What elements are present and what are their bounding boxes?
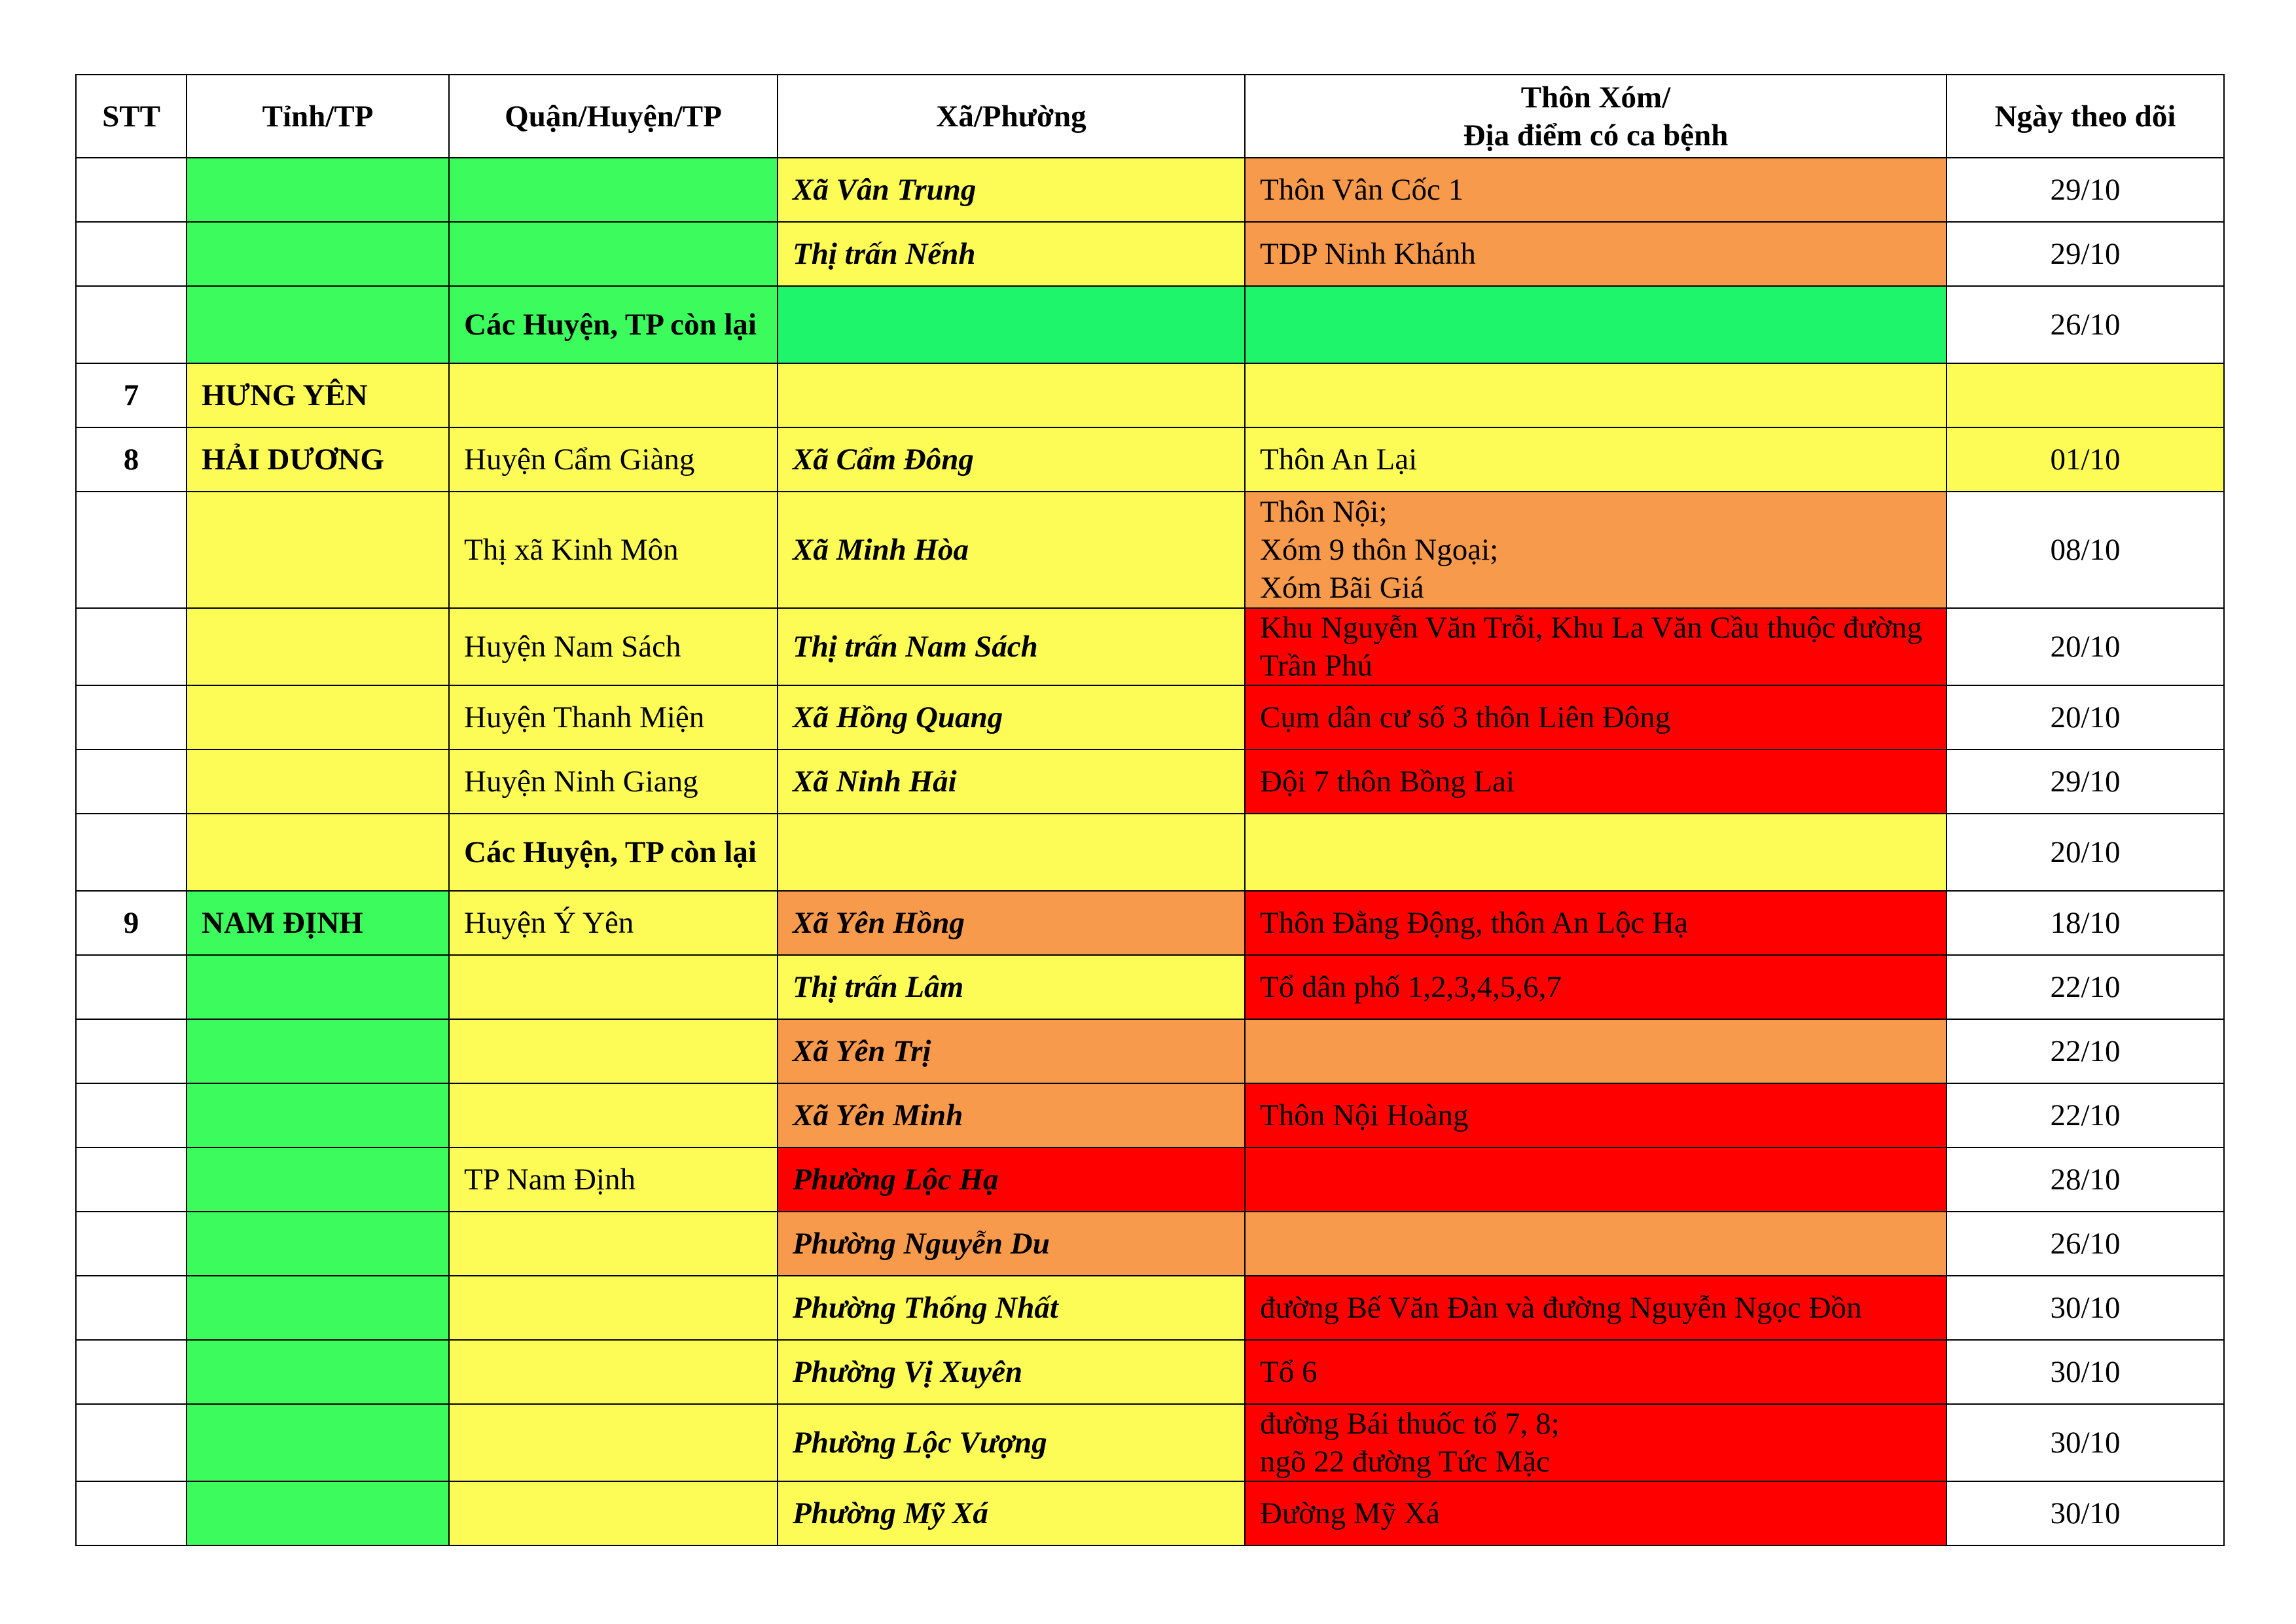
- cell-province: [187, 814, 449, 891]
- cell-location: Tổ dân phố 1,2,3,4,5,6,7: [1245, 955, 1946, 1019]
- table-row: [76, 363, 2224, 427]
- cell-location: Thôn Nội; Xóm 9 thôn Ngoại; Xóm Bãi Giá: [1245, 492, 1946, 608]
- cell-district: Huyện Nam Sách: [449, 608, 778, 685]
- cell-province: [187, 1276, 449, 1340]
- table-row: [76, 222, 2224, 286]
- cell-ward: [778, 363, 1245, 427]
- table-row: [76, 608, 2224, 685]
- cell-stt: 7: [76, 363, 187, 427]
- cell-province: [187, 222, 449, 286]
- cell-stt: [76, 286, 187, 363]
- cell-district: Huyện Cẩm Giàng: [449, 427, 778, 492]
- cell-location: TDP Ninh Khánh: [1245, 222, 1946, 286]
- cell-ward: Thị trấn Nếnh: [778, 222, 1245, 286]
- cell-district: [449, 1481, 778, 1545]
- cell-stt: [76, 1212, 187, 1276]
- cell-district: [449, 955, 778, 1019]
- cell-district: Các Huyện, TP còn lại: [449, 814, 778, 891]
- cell-district: Huyện Thanh Miện: [449, 685, 778, 749]
- cell-location: Đội 7 thôn Bồng Lai: [1245, 749, 1946, 814]
- cell-province: [187, 492, 449, 608]
- cell-date: 22/10: [1946, 1019, 2224, 1083]
- cell-district: Các Huyện, TP còn lại: [449, 286, 778, 363]
- cell-date: 30/10: [1946, 1276, 2224, 1340]
- cell-date: 28/10: [1946, 1147, 2224, 1212]
- cell-district: Huyện Ninh Giang: [449, 749, 778, 814]
- table-row: [76, 492, 2224, 608]
- cell-stt: [76, 814, 187, 891]
- cell-ward: Xã Cẩm Đông: [778, 427, 1245, 492]
- cell-stt: [76, 158, 187, 222]
- cell-date: 30/10: [1946, 1481, 2224, 1545]
- cell-district: [449, 1083, 778, 1147]
- cell-stt: [76, 1147, 187, 1212]
- cell-district: [449, 1276, 778, 1340]
- cell-province: [187, 749, 449, 814]
- table-row: [76, 158, 2224, 222]
- cell-ward: Xã Yên Trị: [778, 1019, 1245, 1083]
- cell-stt: 9: [76, 891, 187, 955]
- cell-ward: Phường Vị Xuyên: [778, 1340, 1245, 1404]
- cell-district: [449, 1019, 778, 1083]
- header-district: Quận/Huyện/TP: [449, 75, 778, 158]
- table-row: [76, 286, 2224, 363]
- header-date: Ngày theo dõi: [1946, 75, 2224, 158]
- header-province: Tỉnh/TP: [187, 75, 449, 158]
- cell-province: HẢI DƯƠNG: [187, 427, 449, 492]
- cell-stt: [76, 1340, 187, 1404]
- table-row: [76, 1019, 2224, 1083]
- cell-location: [1245, 1019, 1946, 1083]
- table-row: [76, 814, 2224, 891]
- cell-district: [449, 1212, 778, 1276]
- cell-district: [449, 1340, 778, 1404]
- table-row: [76, 1276, 2224, 1340]
- cell-district: [449, 222, 778, 286]
- cell-province: [187, 1083, 449, 1147]
- table-row: [76, 1147, 2224, 1212]
- cell-date: 20/10: [1946, 685, 2224, 749]
- cell-stt: [76, 749, 187, 814]
- header-stt: STT: [76, 75, 187, 158]
- header-ward: Xã/Phường: [778, 75, 1245, 158]
- cell-location: Tổ 6: [1245, 1340, 1946, 1404]
- cell-location: đường Bái thuốc tổ 7, 8; ngõ 22 đường Tức Mặc: [1245, 1404, 1946, 1481]
- cell-province: [187, 1404, 449, 1481]
- cell-ward: Xã Minh Hòa: [778, 492, 1245, 608]
- cell-location: Đường Mỹ Xá: [1245, 1481, 1946, 1545]
- cell-province: [187, 1212, 449, 1276]
- cell-stt: [76, 1083, 187, 1147]
- cell-district: TP Nam Định: [449, 1147, 778, 1212]
- cell-province: NAM ĐỊNH: [187, 891, 449, 955]
- cell-ward: Phường Nguyễn Du: [778, 1212, 1245, 1276]
- cell-location: Thôn An Lại: [1245, 427, 1946, 492]
- table-row: [76, 1340, 2224, 1404]
- cell-stt: [76, 1481, 187, 1545]
- cell-district: [449, 158, 778, 222]
- header-location: Thôn Xóm/ Địa điểm có ca bệnh: [1245, 75, 1946, 158]
- cell-date: 30/10: [1946, 1404, 2224, 1481]
- cell-ward: Phường Mỹ Xá: [778, 1481, 1245, 1545]
- cell-date: 22/10: [1946, 955, 2224, 1019]
- table-row: [76, 749, 2224, 814]
- cell-province: [187, 1147, 449, 1212]
- cell-ward: Thị trấn Nam Sách: [778, 608, 1245, 685]
- cell-province: [187, 1340, 449, 1404]
- cell-stt: [76, 222, 187, 286]
- header-row: [76, 75, 2224, 158]
- outbreak-table: [75, 74, 2225, 1546]
- cell-province: [187, 286, 449, 363]
- cell-stt: [76, 608, 187, 685]
- cell-ward: Xã Yên Minh: [778, 1083, 1245, 1147]
- table-row: [76, 427, 2224, 492]
- cell-ward: Phường Lộc Vượng: [778, 1404, 1245, 1481]
- cell-stt: [76, 1276, 187, 1340]
- cell-location: Thôn Vân Cốc 1: [1245, 158, 1946, 222]
- cell-province: [187, 608, 449, 685]
- cell-date: 30/10: [1946, 1340, 2224, 1404]
- cell-ward: Xã Hồng Quang: [778, 685, 1245, 749]
- cell-ward: Phường Thống Nhất: [778, 1276, 1245, 1340]
- cell-ward: Phường Lộc Hạ: [778, 1147, 1245, 1212]
- cell-date: 01/10: [1946, 427, 2224, 492]
- cell-stt: [76, 1404, 187, 1481]
- cell-province: [187, 158, 449, 222]
- cell-province: [187, 1019, 449, 1083]
- cell-stt: 8: [76, 427, 187, 492]
- cell-location: [1245, 1147, 1946, 1212]
- cell-district: [449, 1404, 778, 1481]
- table-row: [76, 685, 2224, 749]
- cell-stt: [76, 1019, 187, 1083]
- cell-stt: [76, 955, 187, 1019]
- cell-location: Khu Nguyễn Văn Trỗi, Khu La Văn Cầu thuộc đường Trần Phú: [1245, 608, 1946, 685]
- cell-location: Thôn Nội Hoàng: [1245, 1083, 1946, 1147]
- cell-district: Thị xã Kinh Môn: [449, 492, 778, 608]
- cell-province: [187, 955, 449, 1019]
- cell-ward: Xã Vân Trung: [778, 158, 1245, 222]
- table-row: [76, 955, 2224, 1019]
- table-row: [76, 1083, 2224, 1147]
- cell-location: đường Bế Văn Đàn và đường Nguyễn Ngọc Đồn: [1245, 1276, 1946, 1340]
- cell-ward: Thị trấn Lâm: [778, 955, 1245, 1019]
- cell-date: 22/10: [1946, 1083, 2224, 1147]
- cell-date: [1946, 363, 2224, 427]
- cell-province: HƯNG YÊN: [187, 363, 449, 427]
- cell-province: [187, 685, 449, 749]
- table-row: [76, 1404, 2224, 1481]
- cell-stt: [76, 492, 187, 608]
- cell-district: [449, 363, 778, 427]
- cell-location: [1245, 1212, 1946, 1276]
- cell-ward: Xã Ninh Hải: [778, 749, 1245, 814]
- cell-date: 26/10: [1946, 286, 2224, 363]
- cell-district: Huyện Ý Yên: [449, 891, 778, 955]
- cell-date: 20/10: [1946, 814, 2224, 891]
- cell-location: Thôn Đằng Động, thôn An Lộc Hạ: [1245, 891, 1946, 955]
- cell-location: [1245, 286, 1946, 363]
- table-row: [76, 891, 2224, 955]
- cell-date: 29/10: [1946, 222, 2224, 286]
- cell-date: 26/10: [1946, 1212, 2224, 1276]
- cell-date: 29/10: [1946, 158, 2224, 222]
- cell-date: 29/10: [1946, 749, 2224, 814]
- cell-date: 18/10: [1946, 891, 2224, 955]
- cell-date: 08/10: [1946, 492, 2224, 608]
- cell-date: 20/10: [1946, 608, 2224, 685]
- cell-ward: [778, 814, 1245, 891]
- table-row: [76, 1212, 2224, 1276]
- cell-location: [1245, 814, 1946, 891]
- cell-ward: Xã Yên Hồng: [778, 891, 1245, 955]
- cell-stt: [76, 685, 187, 749]
- table-row: [76, 1481, 2224, 1545]
- cell-province: [187, 1481, 449, 1545]
- cell-location: Cụm dân cư số 3 thôn Liên Đông: [1245, 685, 1946, 749]
- cell-ward: [778, 286, 1245, 363]
- cell-location: [1245, 363, 1946, 427]
